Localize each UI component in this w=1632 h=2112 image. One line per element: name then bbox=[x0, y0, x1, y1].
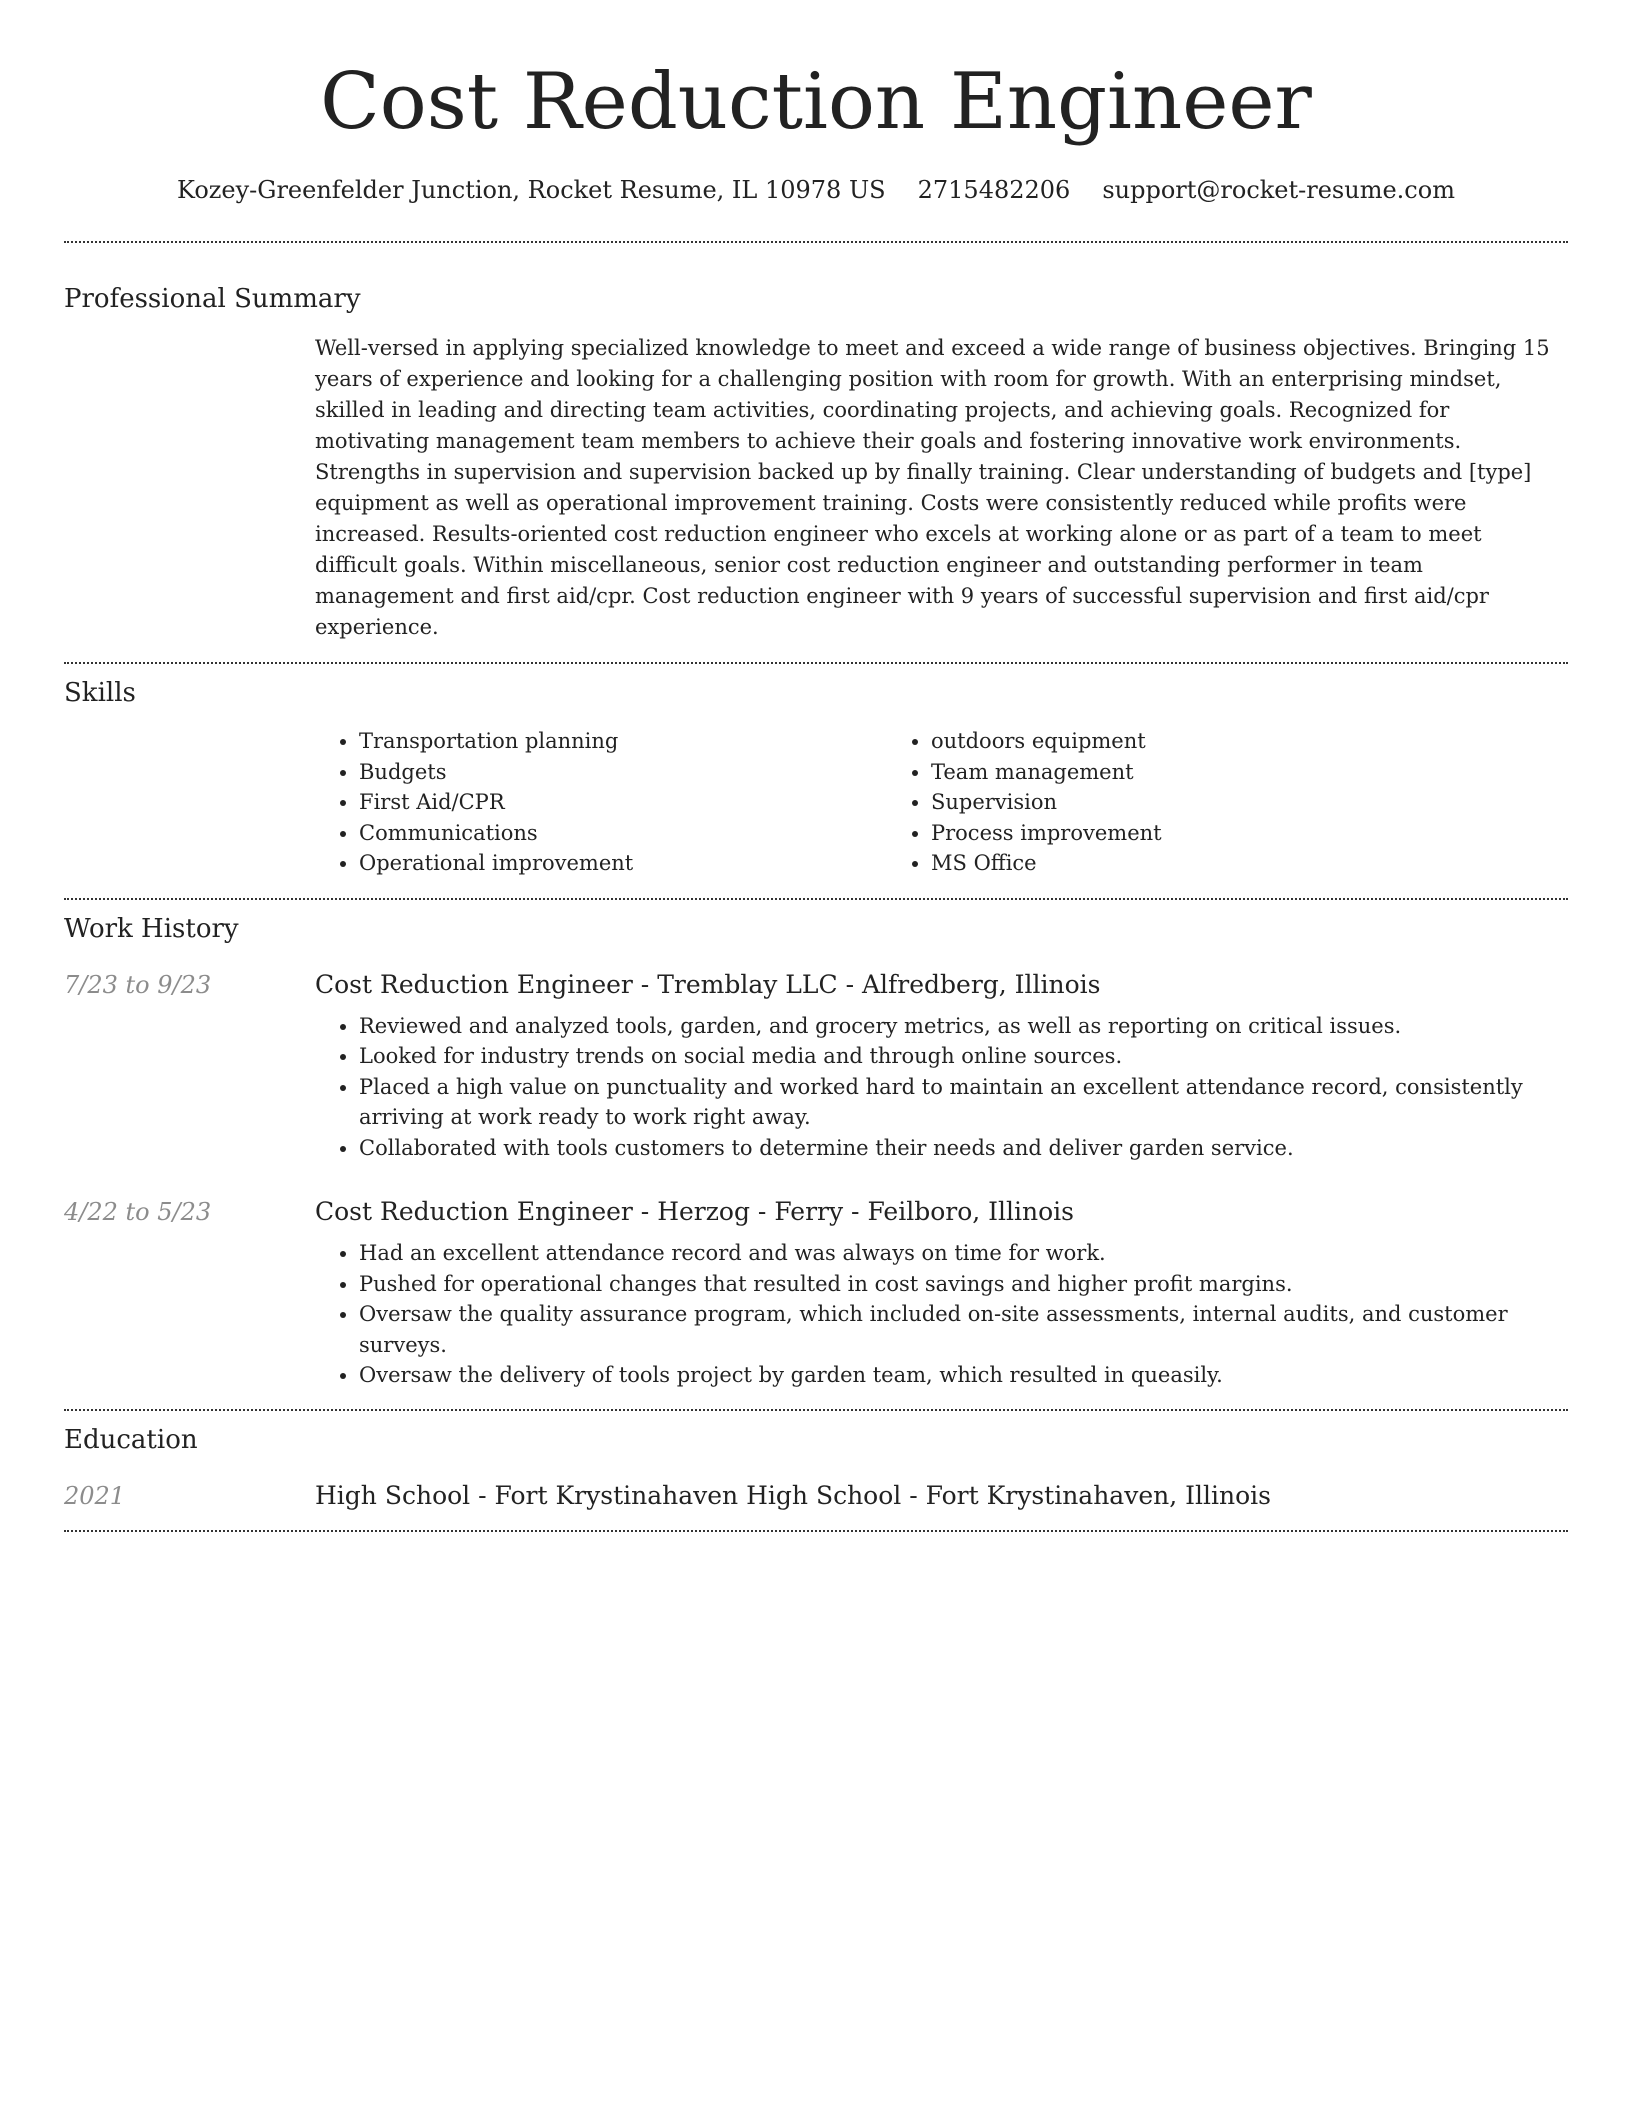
section-title-skills: Skills bbox=[64, 678, 136, 708]
job-bullets bbox=[315, 1011, 1568, 1164]
job-entry bbox=[64, 969, 1568, 1164]
skill-item: • Supervision bbox=[931, 787, 1162, 818]
job-date: 7/23 to 9/23 bbox=[64, 970, 212, 999]
section-title-education: Education bbox=[64, 1424, 198, 1455]
job-bullet: • Collaborated with tools customers to determine their needs and deliver garden service. bbox=[359, 1133, 1568, 1164]
skill-item: • MS Office bbox=[931, 848, 1162, 879]
education-entry bbox=[64, 1480, 1568, 1512]
job-bullet: • Looked for industry trends on social media and through online sources. bbox=[359, 1041, 1568, 1072]
summary-text: Well-versed in applying specialized knowledge to meet and exceed a wide range of business objectives. Bringing 15 years of experience and looking for a challenging position with room for growth. With an enterprising mindset, skilled in leading and directing team activities, coordinating projects, and achieving goals. Recognized for motivating management team members to achieve their goals and fostering innovative work environments. Strengths in supervision and supervision backed up by finally training. Clear understanding of budgets and [type] equipment as well as operational improvement training. Costs were consistently reduced while profits were increased. Results-oriented cost reduction engineer who excels at working alone or as part of a team to meet difficult goals. Within miscellaneous, senior cost reduction engineer and outstanding performer in team management and first aid/cpr. Cost reduction engineer with 9 years of successful supervision and first aid/cpr experience. bbox=[315, 336, 1550, 639]
contact-email[interactable]: support@rocket-resume.com bbox=[1102, 176, 1455, 204]
job-bullet: • Placed a high value on punctuality and worked hard to maintain an excellent attendance record, consistently arriving at work ready to work right away. bbox=[359, 1072, 1568, 1133]
contact-address: Kozey-Greenfelder Junction, Rocket Resume, IL 10978 US bbox=[177, 176, 886, 204]
skill-item: • outdoors equipment bbox=[931, 726, 1162, 757]
contact-phone: 2715482206 bbox=[917, 176, 1071, 204]
job-body bbox=[315, 1196, 1568, 1391]
divider bbox=[64, 1530, 1568, 1532]
summary-body bbox=[315, 333, 1568, 643]
skill-item: • Process improvement bbox=[931, 818, 1162, 849]
job-title: Cost Reduction Engineer - Herzog - Ferry - Feilboro, Illinois bbox=[315, 1197, 1075, 1226]
skills-spacer bbox=[64, 726, 315, 879]
summary-spacer bbox=[64, 333, 315, 643]
summary-row bbox=[64, 333, 1568, 643]
job-bullet: • Reviewed and analyzed tools, garden, and grocery metrics, as well as reporting on critical issues. bbox=[359, 1011, 1568, 1042]
divider bbox=[64, 898, 1568, 900]
skills-list-right bbox=[887, 726, 1162, 879]
education-body bbox=[315, 1480, 1568, 1512]
skills-row bbox=[64, 726, 1568, 879]
education-title: High School - Fort Krystinahaven High School - Fort Krystinahaven, Illinois bbox=[315, 1480, 1271, 1510]
skill-item: • Transportation planning bbox=[359, 726, 887, 757]
skill-item: • Communications bbox=[359, 818, 887, 849]
contact-line bbox=[64, 174, 1568, 206]
job-bullet: • Oversaw the quality assurance program, which included on-site assessments, internal audits, and customer surveys. bbox=[359, 1299, 1568, 1360]
skills-columns bbox=[315, 726, 1568, 879]
section-title-work: Work History bbox=[64, 913, 239, 944]
skill-item: • First Aid/CPR bbox=[359, 787, 887, 818]
resume-name: Cost Reduction Engineer bbox=[320, 57, 1312, 147]
job-bullet: • Had an excellent attendance record and was always on time for work. bbox=[359, 1238, 1568, 1269]
job-bullet: • Oversaw the delivery of tools project by garden team, which resulted in queasily. bbox=[359, 1360, 1568, 1391]
section-title-summary: Professional Summary bbox=[64, 284, 361, 314]
divider bbox=[64, 662, 1568, 664]
divider bbox=[64, 241, 1568, 243]
skill-item: • Operational improvement bbox=[359, 848, 887, 879]
education-date: 2021 bbox=[64, 1481, 126, 1510]
skill-item: • Team management bbox=[931, 757, 1162, 788]
skills-list-left bbox=[315, 726, 887, 879]
job-bullets bbox=[315, 1238, 1568, 1391]
job-bullet: • Pushed for operational changes that resulted in cost savings and higher profit margins. bbox=[359, 1269, 1568, 1300]
job-title: Cost Reduction Engineer - Tremblay LLC - Alfredberg, Illinois bbox=[315, 969, 1101, 999]
skill-item: • Budgets bbox=[359, 757, 887, 788]
divider bbox=[64, 1409, 1568, 1411]
job-date: 4/22 to 5/23 bbox=[64, 1198, 212, 1226]
job-entry bbox=[64, 1196, 1568, 1391]
job-body bbox=[315, 969, 1568, 1164]
